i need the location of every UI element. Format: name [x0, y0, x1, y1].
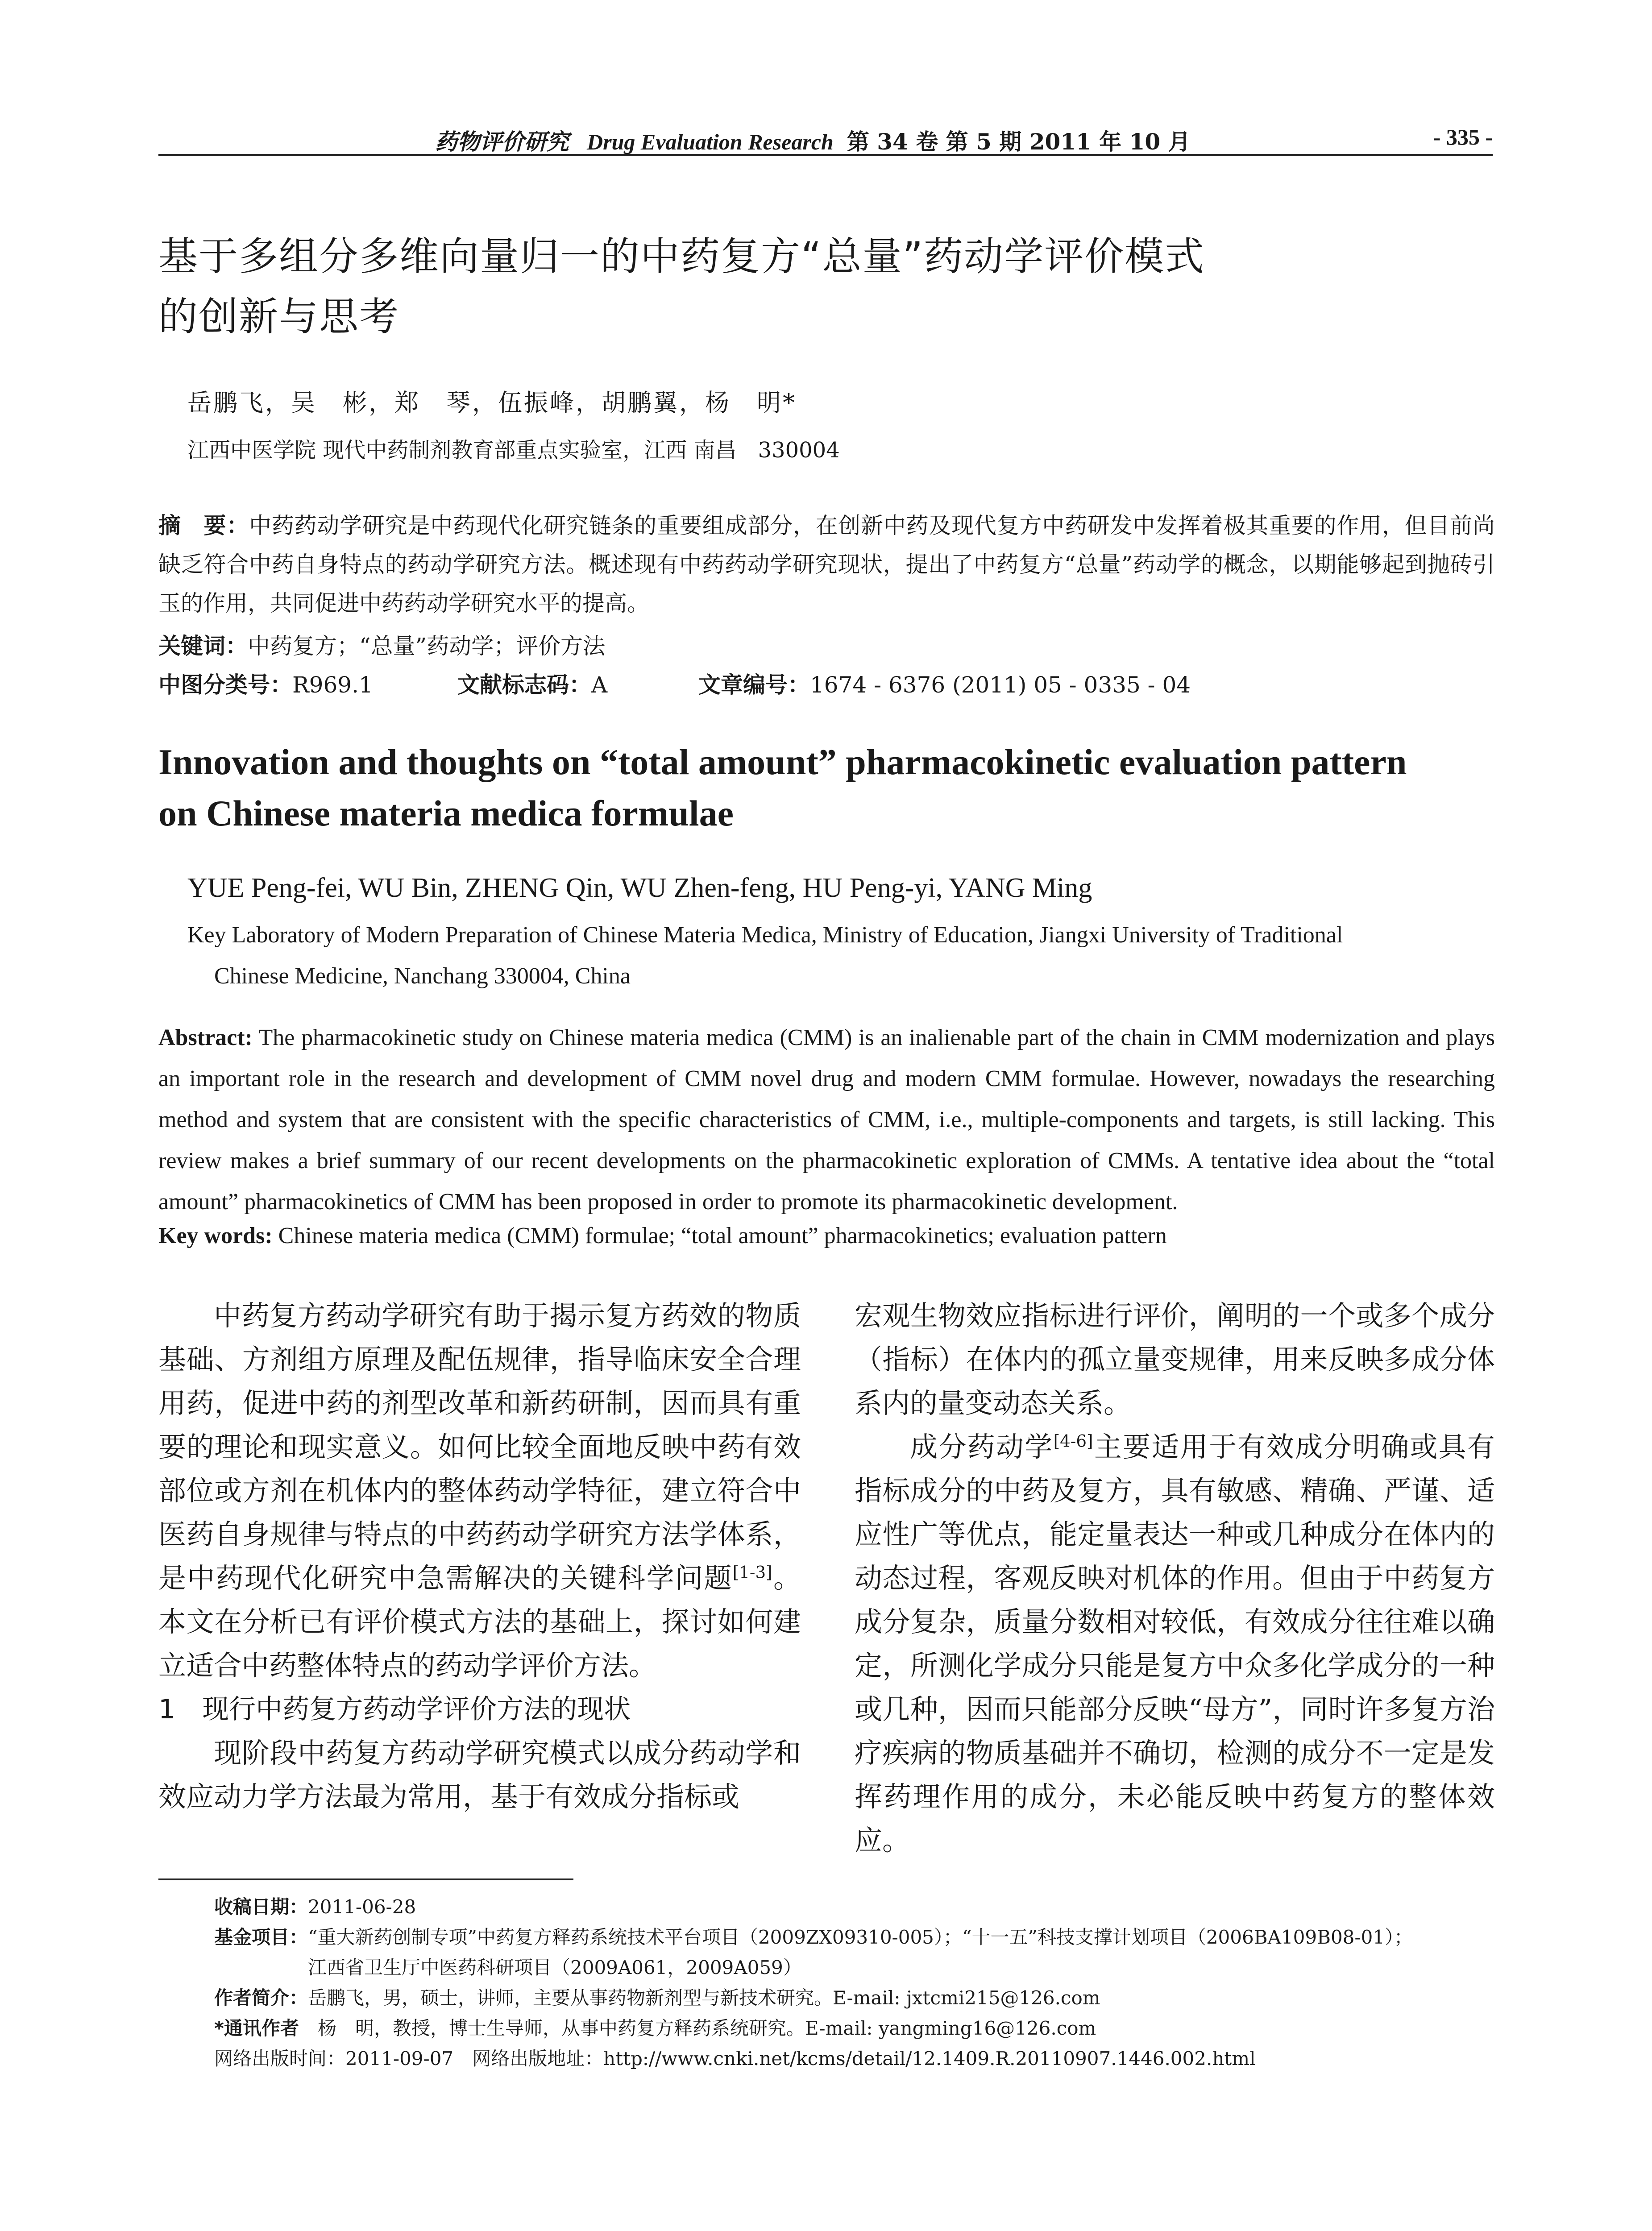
footnote-fund	[214, 1922, 1413, 1953]
corr-label: *通讯作者	[214, 2017, 299, 2039]
footnote-author	[214, 1983, 1100, 2013]
title-en	[158, 736, 1497, 839]
header-rule	[158, 154, 1493, 156]
journal-name-cn: 药物评价研究	[435, 129, 569, 155]
keywords-en-label: Key words:	[158, 1223, 273, 1248]
body-text: 。本文在分析已有评价模式方法的基础上，探讨如何建立适合中药整体特点的药动学评价方法。	[158, 1562, 801, 1682]
affiliation-en-line2: Chinese Medicine, Nanchang 330004, China	[214, 963, 631, 989]
clc-value: R969.1	[292, 672, 373, 698]
journal-name-en: Drug Evaluation Research	[587, 129, 834, 154]
journal-info	[435, 124, 1191, 156]
abstract-cn-text: 中药药动学研究是中药现代化研究链条的重要组成部分，在创新中药及现代复方中药研发中发挥着极其重要的作用，但目前尚缺乏符合中药自身特点的药动学研究方法。概述现有中药药动学研究现状，提出了中药复方“总量”药动学的概念，以期能够起到抛砖引玉的作用，共同促进中药药动学研究水平的提高。	[158, 513, 1495, 616]
abstract-en	[158, 1017, 1495, 1223]
affiliation-cn: 江西中医学院 现代中药制剂教育部重点实验室，江西 南昌 330004	[187, 438, 840, 463]
footnote-fund-cont: 江西省卫生厅中医药科研项目（2009A061，2009A059）	[308, 1957, 802, 1978]
body-text: 中药复方药动学研究有助于揭示复方药效的物质基础、方剂组方原理及配伍规律，指导临床安全合理用药，促进中药的剂型改革和新药研制，因而具有重要的理论和现实意义。如何比较全面地反映中药有效部位或方剂在机体内的整体药动学特征，建立符合中医药自身规律与特点的中药药动学研究方法学体系，是中药现代化研究中急需解决的关键科学问题	[158, 1299, 801, 1594]
abstract-en-label: Abstract:	[158, 1025, 253, 1050]
keywords-cn-label: 关键词：	[158, 633, 248, 659]
title-cn-line2: 的创新与思考	[158, 294, 400, 340]
abstract-cn	[158, 506, 1495, 623]
title-en-line1: Innovation and thoughts on “total amount” pharmacokinetic evaluation pattern	[158, 742, 1407, 782]
authors-cn: 岳鹏飞，吴 彬，郑 琴，伍振峰，胡鹏翼，杨 明*	[187, 389, 797, 417]
affiliation-en-line1: Key Laboratory of Modern Preparation of Chinese Materia Medica, Ministry of Education, Jiangxi University of Traditional	[187, 922, 1343, 948]
keywords-en-text: Chinese materia medica (CMM) formulae; “total amount” pharmacokinetics; evaluation pattern	[272, 1223, 1167, 1248]
body-right-column	[855, 1294, 1495, 1862]
keywords-cn-text: 中药复方；“总量”药动学；评价方法	[248, 633, 606, 659]
art-value: 1674 - 6376 (2011) 05 - 0335 - 04	[810, 672, 1191, 698]
abstract-cn-label: 摘 要：	[158, 513, 249, 539]
footnote-rule	[158, 1879, 573, 1880]
fund-label: 基金项目：	[214, 1926, 308, 1948]
authors-en: YUE Peng-fei, WU Bin, ZHENG Qin, WU Zhen-feng, HU Peng-yi, YANG Ming	[187, 873, 1092, 903]
author-bio: 岳鹏飞，男，硕士，讲师，主要从事药物新剂型与新技术研究。E-mail: jxtcmi215@126.com	[308, 1987, 1100, 2009]
body-text: 主要适用于有效成分明确或具有指标成分的中药及复方，具有敏感、精确、严谨、适应性广等优点，能定量表达一种或几种成分在体内的动态过程，客观反映对机体的作用。但由于中药复方成分复杂，质量分数相对较低，有效成分往往难以确定，所测化学成分只能是复方中众多化学成分的一种或几种，因而只能部分反映“母方”，同时许多复方治疗疾病的物质基础并不确切，检测的成分不一定是发挥药理作用的成分，未必能反映中药复方的整体效应。	[855, 1431, 1495, 1857]
title-en-line2: on Chinese materia medica formulae	[158, 793, 734, 834]
title-cn-line1: 基于多组分多维向量归一的中药复方“总量”药动学评价模式	[158, 233, 1205, 279]
body-text: 成分药动学	[910, 1431, 1054, 1463]
author-label: 作者简介：	[214, 1987, 308, 2009]
fund-text: “重大新药创制专项”中药复方释药系统技术平台项目（2009ZX09310-005）；“十一五”科技支撑计划项目（2006BA109B08-01）；	[308, 1926, 1413, 1948]
doc-label: 文献标志码：	[457, 672, 591, 698]
body-paragraph: 宏观生物效应指标进行评价，阐明的一个或多个成分（指标）在体内的孤立量变规律，用来反映多成分体系内的量变动态关系。	[855, 1299, 1495, 1419]
art-label: 文章编号：	[698, 672, 810, 698]
citation: [1-3]	[732, 1562, 772, 1582]
body-paragraph	[855, 1425, 1495, 1862]
article-number	[698, 667, 1191, 699]
body-left-column	[158, 1294, 801, 1819]
doc-value: A	[591, 672, 608, 698]
issue-info: 第 34 卷 第 5 期 2011 年 10 月	[847, 129, 1191, 155]
clc-label: 中图分类号：	[158, 672, 292, 698]
classification-line	[158, 667, 373, 699]
received-label: 收稿日期：	[214, 1896, 308, 1918]
footnote-online: 网络出版时间：2011-09-07 网络出版地址：http://www.cnki.net/kcms/detail/12.1409.R.20110907.1446.002.html	[214, 2048, 1256, 2069]
doc-code	[457, 667, 607, 699]
keywords-en	[158, 1223, 1167, 1249]
affiliation-en	[187, 915, 1495, 997]
citation: [4-6]	[1053, 1431, 1093, 1451]
section-heading: 1 现行中药复方药动学评价方法的现状	[158, 1694, 631, 1725]
footnote-received	[214, 1892, 416, 1922]
body-paragraph	[158, 1294, 801, 1688]
page-number: - 335 -	[1433, 124, 1493, 149]
keywords-cn	[158, 628, 605, 660]
abstract-en-text: The pharmacokinetic study on Chinese materia medica (CMM) is an inalienable part of the chain in CMM modernization and plays an important role in the research and development of CMM novel drug and modern CMM formulae. However, nowadays the researching method and system that are consistent with the specific characteristics of CMM, i.e., multiple-components and targets, is still lacking. This review makes a brief summary of our recent developments on the pharmacokinetic exploration of CMMs. A tentative idea about the “total amount” pharmacokinetics of CMM has been proposed in order to promote its pharmacokinetic development.	[158, 1025, 1495, 1215]
received-date: 2011-06-28	[308, 1896, 416, 1918]
footnote-corresponding	[214, 2013, 1096, 2044]
corr-text: 杨 明，教授，博士生导师，从事中药复方释药系统研究。E-mail: yangming16@126.com	[299, 2017, 1096, 2039]
body-paragraph: 现阶段中药复方药动学研究模式以成分药动学和效应动力学方法最为常用，基于有效成分指标或	[158, 1737, 801, 1813]
running-header	[158, 120, 1493, 156]
